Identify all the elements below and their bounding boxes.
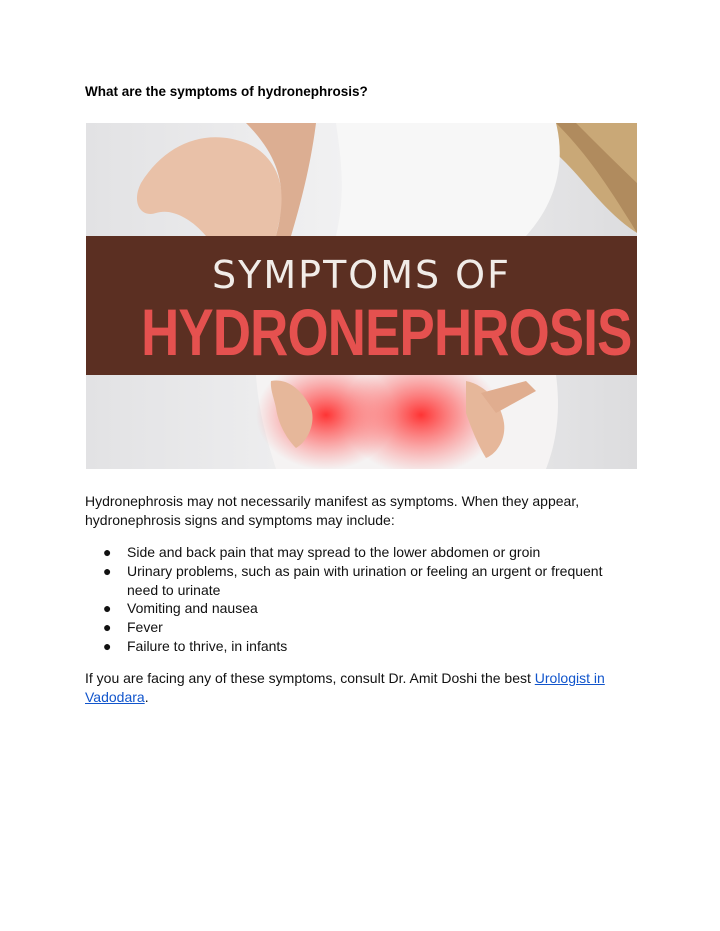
symptom-list bbox=[85, 543, 635, 656]
symptom-text: Fever bbox=[127, 619, 163, 636]
bullet-icon: ● bbox=[103, 562, 112, 579]
outro-end: . bbox=[144, 689, 149, 705]
list-item bbox=[85, 599, 635, 618]
title-banner bbox=[86, 236, 637, 375]
page-title: What are the symptoms of hydronephrosis? bbox=[85, 84, 368, 99]
bullet-icon: ● bbox=[103, 544, 112, 560]
list-item bbox=[85, 637, 635, 656]
bullet-icon: ● bbox=[103, 637, 112, 654]
list-item bbox=[85, 562, 635, 600]
symptom-text: Failure to thrive, in infants bbox=[127, 637, 288, 654]
hero-image bbox=[86, 123, 637, 469]
list-item bbox=[85, 618, 635, 637]
symptom-text: Side and back pain that may spread to the lower abdomen or groin bbox=[127, 544, 541, 560]
list-item bbox=[85, 543, 635, 562]
outro-text: If you are facing any of these symptoms, consult Dr. Amit Doshi the best bbox=[85, 670, 535, 686]
intro-paragraph: Hydronephrosis may not necessarily manifest as symptoms. When they appear, hydronephrosis signs and symptoms may include: bbox=[85, 493, 580, 528]
urologist-link[interactable]: Urologist in Vadodara bbox=[85, 670, 605, 705]
symptom-text: Vomiting and nausea bbox=[127, 600, 258, 617]
banner-title: HYDRONEPHROSIS bbox=[141, 295, 632, 369]
banner-subtitle: SYMPTOMS OF bbox=[212, 253, 511, 297]
symptom-text: Urinary problems, such as pain with urination or feeling an urgent or frequent need to urinate bbox=[127, 562, 603, 598]
bullet-icon: ● bbox=[103, 600, 112, 617]
bullet-icon: ● bbox=[103, 619, 112, 636]
outro-paragraph bbox=[85, 669, 635, 707]
